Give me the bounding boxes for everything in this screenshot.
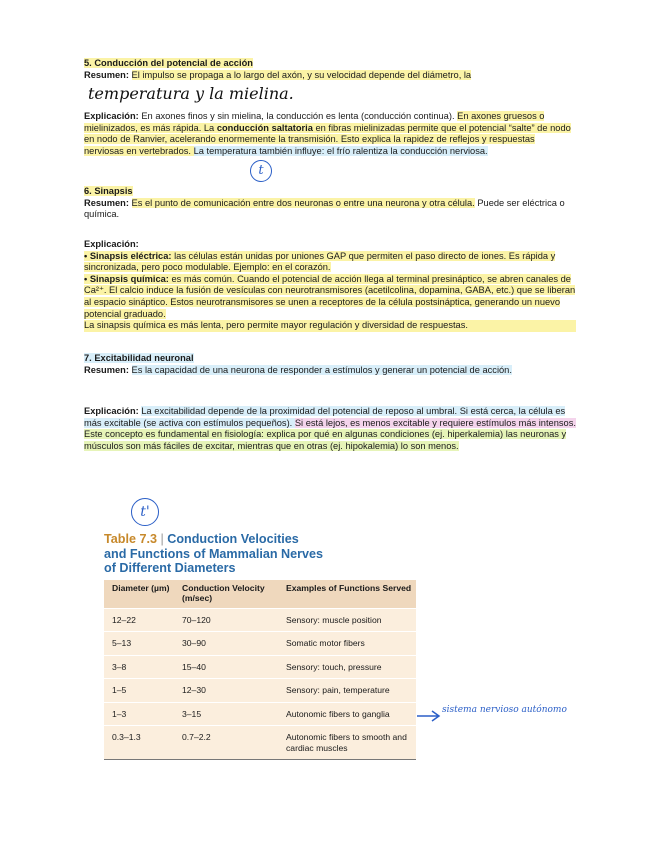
table-row: 12–22 70–120 Sensory: muscle position <box>104 608 416 632</box>
conduction-velocity-table <box>104 532 416 760</box>
table-row: 3–8 15–40 Sensory: touch, pressure <box>104 655 416 679</box>
handwritten-circle-mark: t <box>250 160 272 182</box>
section-7-summary: Resumen: Es la capacidad de una neurona de responder a estímulos y generar un potencial de acción. <box>84 364 512 375</box>
table-header-row: Diameter (µm) Conduction Velocity (m/sec) Examples of Functions Served <box>104 580 416 608</box>
section-6-title: 6. Sinapsis <box>84 186 133 196</box>
table-row: 0.3–1.3 0.7–2.2 Autonomic fibers to smooth and cardiac muscles <box>104 725 416 759</box>
chemical-synapse: • Sinapsis química: es más común. Cuando el potencial de acción llega al terminal presináptico, se abren canales de Ca²⁺. El calcio induce la fusión de vesículas con neurotransmisores (acetilcolina, dopamina, GABA, etc.) que se liberan al espacio sináptico. Estos neurotransmisores se unen a receptores de la célula postsináptica, generando un nuevo potencial graduado. <box>84 273 576 319</box>
section-5 <box>84 58 576 81</box>
section-6-explanation: Explicación: • Sinapsis eléctrica: las células están unidas por uniones GAP que permiten el paso directo de iones. Es rápida y sincronizada, pero poco modulable. Ejemplo: en el corazón. • Sinapsis química: es más común. Cuando el potencial de acción llega al terminal presináptico, se abren canales de Ca²⁺. El calcio induce la fusión de vesículas con neurotransmisores (acetilcolina, dopamina, GABA, etc.) que se liberan al espacio sináptico. Estos neurotransmisores se unen a receptores de la célula postsináptica, generando un nuevo potencial graduado. La sinapsis química es más lenta, pero permite mayor regulación y diversidad de respuestas. <box>84 239 576 331</box>
handwritten-circle-mark-2: t' <box>131 498 159 526</box>
section-7-explanation: Explicación: La excitabilidad depende de la proximidad del potencial de reposo al umbral. Si está cerca, la célula es más excitable (se activa con estímulos pequeños). Si está lejos, es menos excitable y requiere estímulos más intensos. Este concepto es fundamental en fisiología: explica por qué en algunas condiciones (ej. hiperkalemia) las neuronas y músculos son más fáciles de excitar, mientras que en otras (ej. hipokalemia) lo son menos. <box>84 406 576 451</box>
section-7 <box>84 353 576 376</box>
section-6-summary: Resumen: Es el punto de comunicación entre dos neuronas o entre una neurona y otra célula. Puede ser eléctrica o química. <box>84 197 565 220</box>
handwritten-annotation: sistema nervioso autónomo <box>442 705 567 715</box>
section-5-title: 5. Conducción del potencial de acción <box>84 58 253 68</box>
electric-synapse: • Sinapsis eléctrica: las células están unidas por uniones GAP que permiten el paso directo de iones. Es rápida y sincronizada, pero poco modulable. Ejemplo: en el corazón. <box>84 250 556 273</box>
table-row: 1–5 12–30 Sensory: pain, temperature <box>104 678 416 702</box>
table-row: 5–13 30–90 Somatic motor fibers <box>104 631 416 655</box>
handwritten-note: temperatura y la mielina. <box>88 84 294 103</box>
table-title: Table 7.3 | Conduction Velocities and Functions of Mammalian Nerves of Different Diameters <box>104 532 324 575</box>
synapse-closing: La sinapsis química es más lenta, pero permite mayor regulación y diversidad de respuestas. <box>84 320 576 332</box>
section-5-summary: Resumen: El impulso se propaga a lo largo del axón, y su velocidad depende del diámetro, la <box>84 69 472 80</box>
section-6 <box>84 186 576 221</box>
table-grid <box>104 580 416 761</box>
section-5-explanation: Explicación: En axones finos y sin mielina, la conducción es lenta (conducción continua). En axones gruesos o mielinizados, es más rápida. La conducción saltatoria en fibras mielinizadas permite que el potencial “salte” de nodo en nodo de Ranvier, acelerando enormemente la transmisión. Esto explica la rapidez de reflejos y respuestas nerviosas en vertebrados. La temperatura también influye: el frío ralentiza la conducción nerviosa. <box>84 111 571 156</box>
table-row: 1–3 3–15 Autonomic fibers to ganglia <box>104 702 416 726</box>
arrow-right-icon <box>416 710 442 722</box>
section-7-title: 7. Excitabilidad neuronal <box>84 353 194 363</box>
